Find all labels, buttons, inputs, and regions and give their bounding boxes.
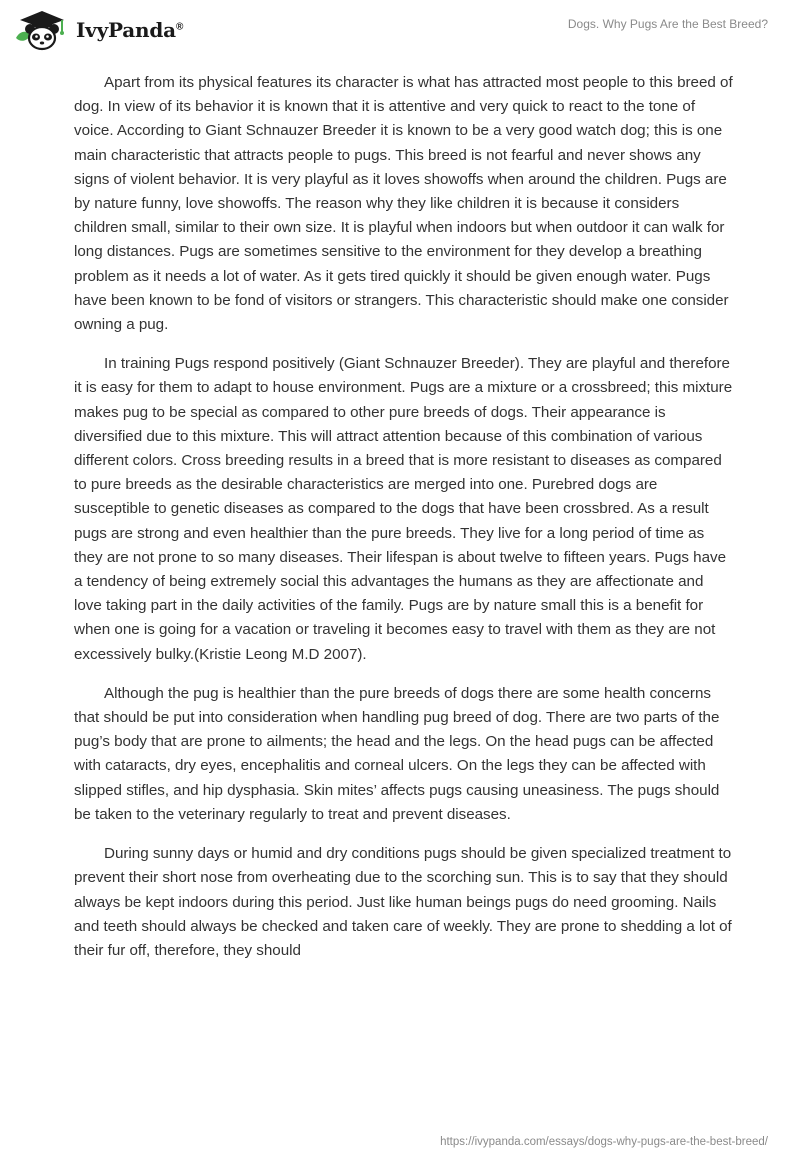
- essay-body: [74, 71, 734, 978]
- brand-logo[interactable]: [14, 8, 183, 52]
- paragraph: In training Pugs respond positively (Giant Schnauzer Breeder). They are playful and therefore it is easy for them to adapt to house environment. Pugs are a mixture or a crossbreed; this mixture makes pug to be special as compared to other pure breeds of dogs. Their appearance is diversified due to this mixture. This will attract attention because of this combination of various different colors. Cross breeding results in a breed that is more resistant to diseases as compared to pure breeds as the desirable characteristics are merged into one. Purebred dogs are susceptible to genetic diseases as compared to the dogs that have been crossbred. As a result pugs are strong and even healthier than the pure breeds. They live for a long period of time as they are not prone to so many diseases. Their lifespan is about twelve to fifteen years. Pugs have a tendency of being extremely social this advantages the humans as they are affectionate and love taking part in the daily activities of the family. Pugs are by nature small this is a benefit for when one is going for a vacation or traveling it becomes easy to travel with them as they are not excessively bulky.(Kristie Leong M.D 2007).: [74, 355, 733, 663]
- source-url[interactable]: https://ivypanda.com/essays/dogs-why-pugs-are-the-best-breed/: [440, 1136, 768, 1148]
- paragraph: Although the pug is healthier than the pure breeds of dogs there are some health concerns that should be put into consideration when handling pug breed of dog. There are two parts of the pug’s body that are prone to ailments; the head and the legs. On the head pugs can be affected with cataracts, dry eyes, encephalitis and corneal ulcers. On the legs they can be affected with slipped stifles, and hip dysphasia. Skin mites’ affects pugs causing uneasiness. The pugs should be taken to the veterinary regularly to treat and prevent diseases.: [74, 684, 720, 823]
- paragraph: During sunny days or humid and dry conditions pugs should be given specialized treatment to prevent their short nose from overheating due to the scorching sun. This is to say that they should always be kept indoors during this period. Just like human beings pugs do need grooming. Nails and teeth should always be checked and taken care of weekly. They are prone to shedding a lot of their fur off, therefore, they should: [74, 845, 732, 959]
- brand-name: IvyPanda®: [76, 18, 184, 42]
- paragraph: Apart from its physical features its character is what has attracted most people to this breed of dog. In view of its behavior it is known that it is attentive and very quick to react to the tone of voice. According to Giant Schnauzer Breeder it is known to be a very good watch dog; this is one main characteristic that attracts people to pugs. This breed is not fearful and never shows any signs of violent behavior. It is very playful as it loves showoffs when around the children. Pugs are by nature funny, love showoffs. The reason why they like children it is because it considers children small, similar to their own size. It is playful when indoors but when outdoor it can walk for long distances. Pugs are sometimes sensitive to the environment for they develop a breathing problem as it needs a lot of water. As it gets tired quickly it should be given enough water. Pugs have been known to be fond of visitors or strangers. This characteristic should make one consider owning a pug.: [74, 74, 733, 334]
- document-title: Dogs. Why Pugs Are the Best Breed?: [567, 17, 768, 31]
- page-header: [0, 0, 800, 60]
- panda-graduate-icon: [14, 8, 70, 52]
